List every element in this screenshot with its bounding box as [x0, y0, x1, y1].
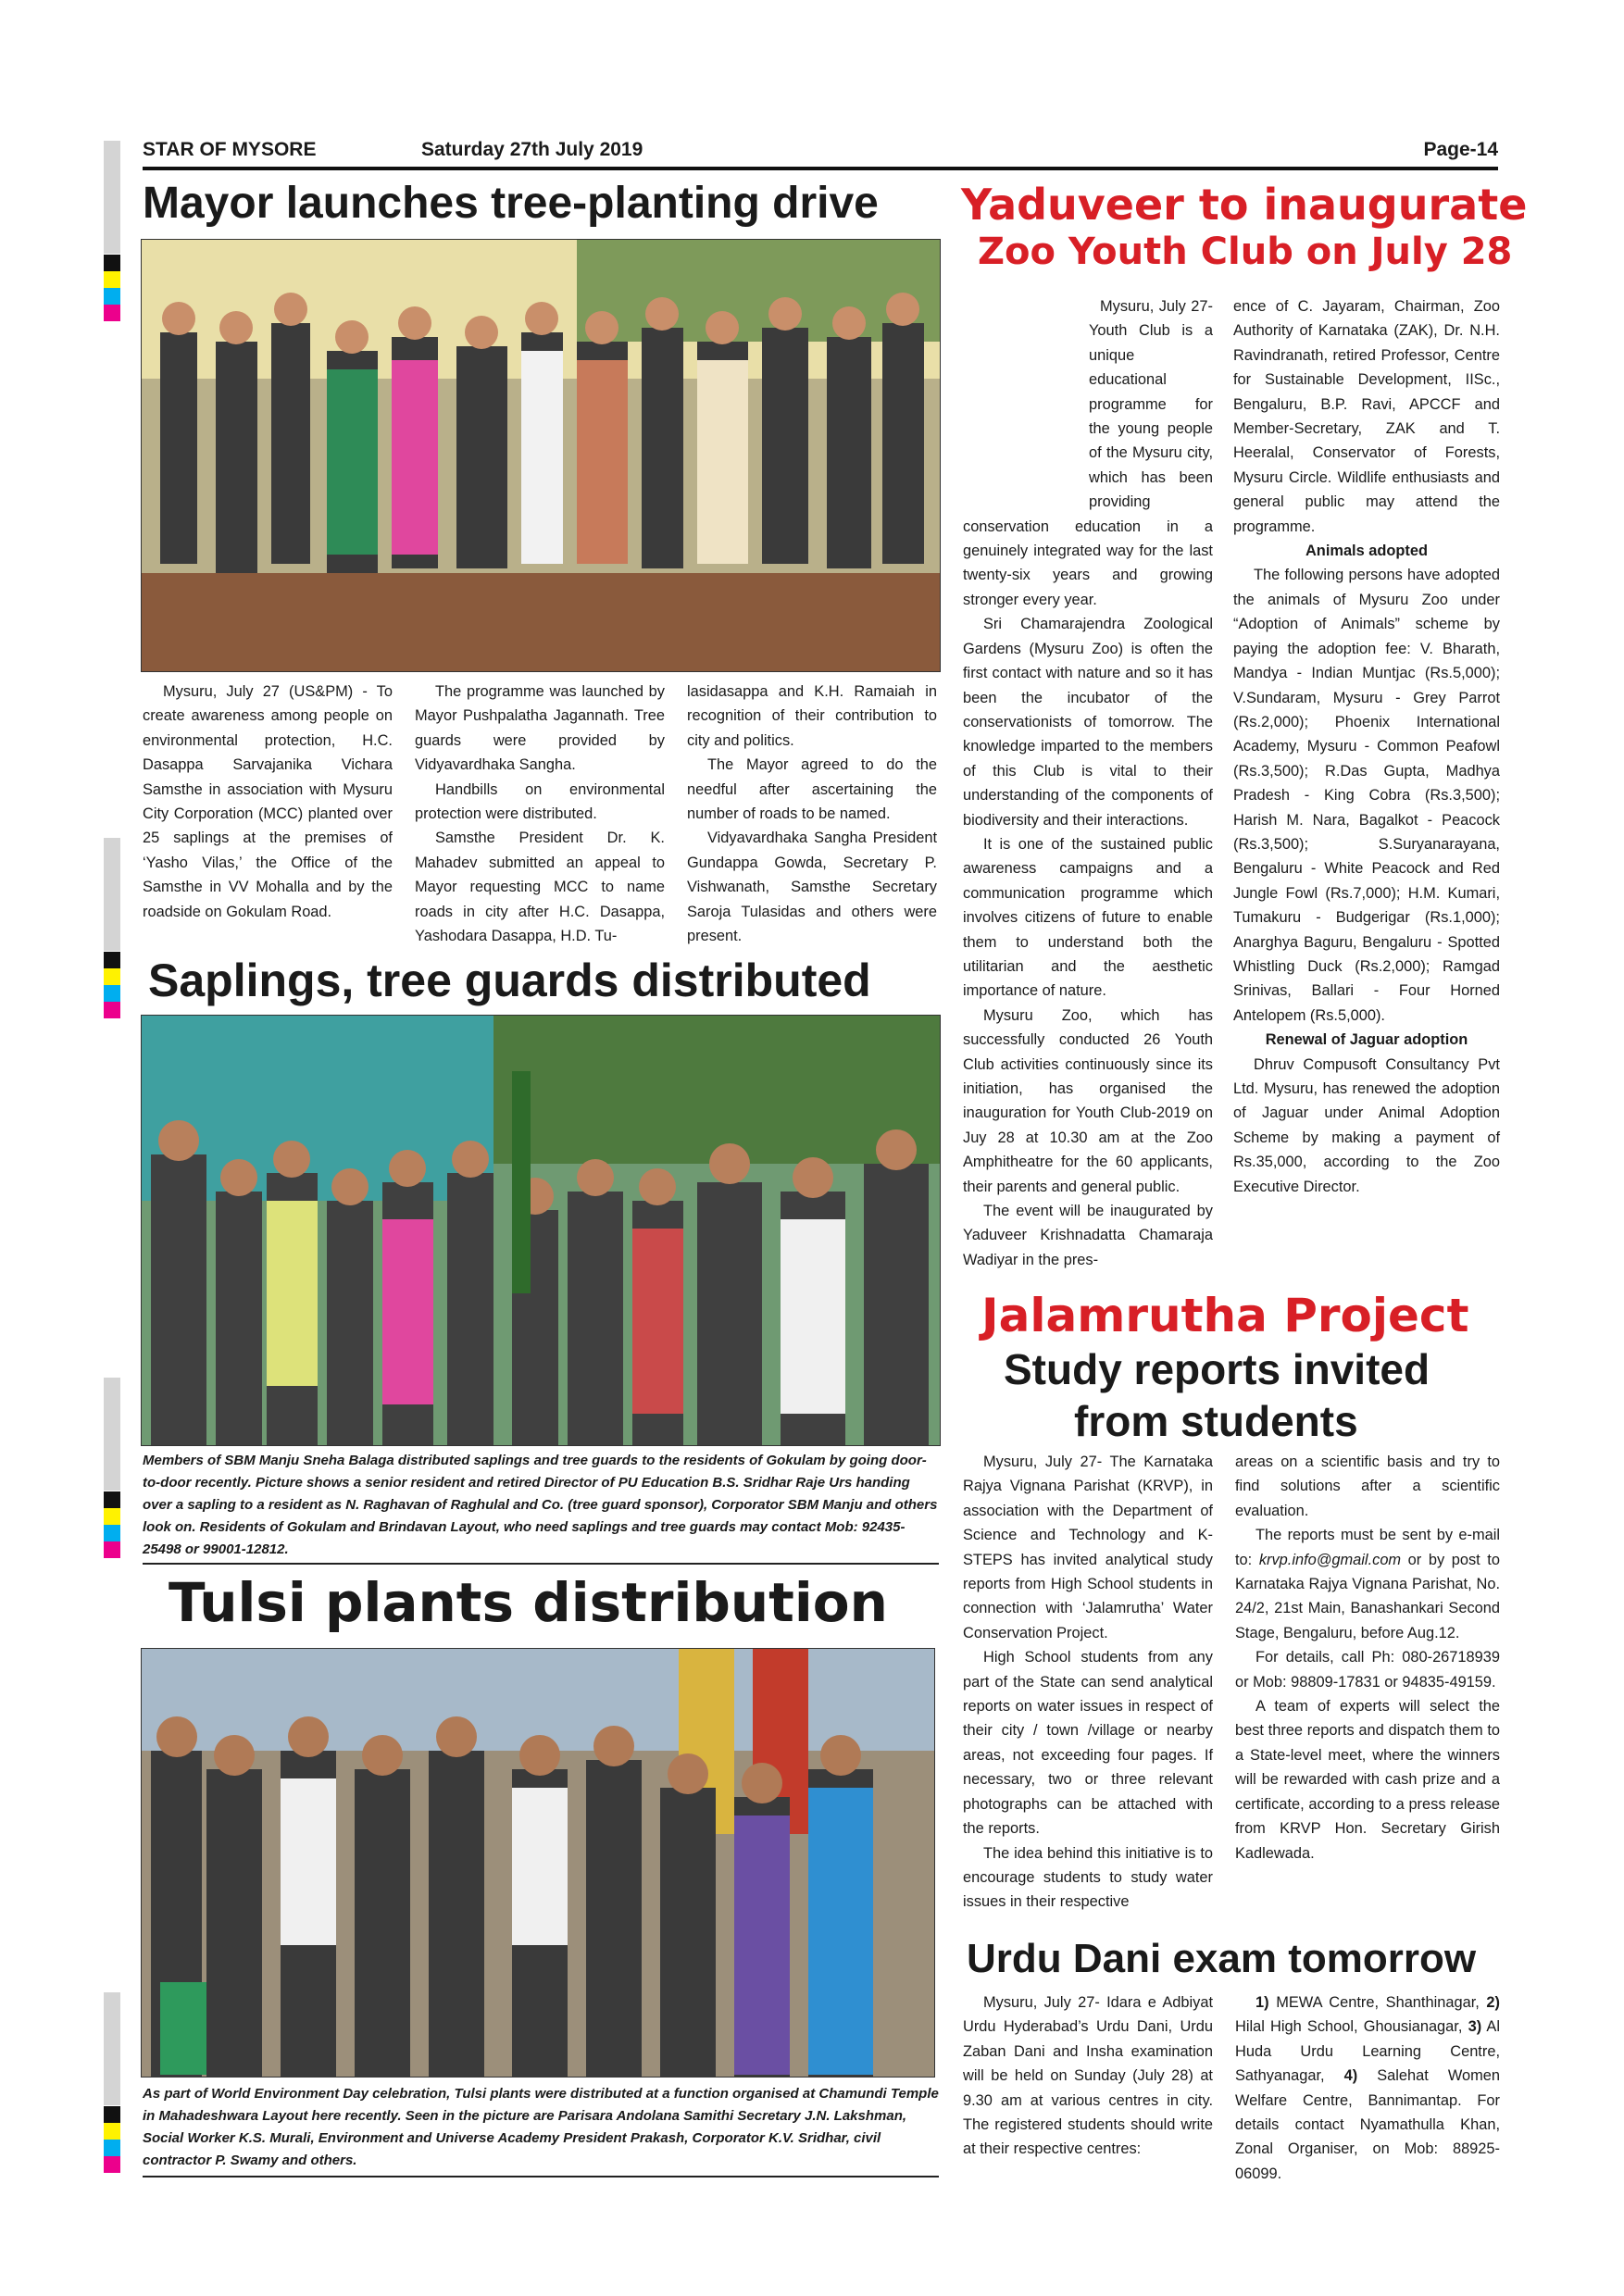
story4-column-2 — [1233, 294, 1500, 1199]
story4-column-1-body — [963, 294, 1213, 1272]
issue-date: Saturday 27th July 2019 — [421, 139, 643, 160]
story5-body: areas on a scientific basis and try to find solutions after a scientific evaluation. — [1235, 1454, 1500, 1519]
header-rule — [143, 167, 1498, 170]
story4-body: Mysuru Zoo, which has successfully conducted 26 Youth Club activities continuously since its initiation, has organised the inauguration for Youth Club-2019 on Juy 28 at 10.30 am at the Zoo Amphitheatre for the 60 applicants, their parents and general public. — [963, 1006, 1213, 1195]
story4-body: The event will be inaugurated by Yaduveer Krishnadatta Chamaraja Wadiyar in the pres- — [963, 1203, 1213, 1268]
story4-headline: Yaduveer to inaugurate — [961, 180, 1528, 230]
group-photo-icon — [142, 240, 940, 671]
margin-grey-bar — [104, 1378, 120, 1491]
story1-body: The Mayor agreed to do the needful after ascertaining the number of roads to be named. — [687, 756, 937, 823]
story5-body — [1235, 1523, 1500, 1645]
story5-kicker: Jalamrutha Project — [981, 1289, 1469, 1342]
story1-column-3 — [687, 680, 937, 948]
story4-body: It is one of the sustained public awareness campaigns and a communication programme which involves citizens of future to enable them to understand both the utilitarian and the aesthetic importance of nature. — [963, 835, 1213, 1000]
centre-text: Al Huda Urdu Learning Centre, Sathyanagar, — [1235, 2018, 1500, 2085]
story4-body: The following persons have adopted the animals of Mysuru Zoo under “Adoption of Animals” scheme by paying the adoption fee: V. Bharath, Mandya - Indian Muntjac (Rs.5,000); V.Sundaram, Mysuru - Grey Parrot (Rs.2,000); Phoenix International Academy, Mysuru - Common Peafowl (Rs.3,500); R.Das Gupta, Madhya Pradesh - King Cobra (Rs.3,500); Harish M. Nara, Bagalkot - Peacock (Rs.3,500); S.Suryanarayana, Bengaluru - White Peacock and Red Jungle Fowl (Rs.7,000); H.M. Kumari, Tumakuru - Budgerigar (Rs.1,000); Anarghya Baguru, Bengaluru - Spotted Whistling Duck (Rs.2,000); Ramgad Srinivas, Ballari - Four Horned Antelopem (Rs.5,000). — [1233, 567, 1500, 1024]
story3-caption: As part of World Environment Day celebration, Tulsi plants were distributed at a function organised at Chamundi Temple in Mahadeshwara Layout here recently. Seen in the picture are Parisara Andolana Samithi Secretary J.N. Lakshman, Social Worker K.S. Murali, Environment and Universe Academy President Prakash, Corporator K.V. Sridhar, civil contractor P. Swamy and others. — [143, 2086, 939, 2168]
email-link[interactable]: krvp.info@gmail.com — [1258, 1551, 1402, 1568]
centre-text: Hilal High School, Ghousianagar, — [1235, 2018, 1468, 2036]
story5-headline: Study reports invited — [1004, 1345, 1430, 1393]
margin-grey-bar — [104, 838, 120, 951]
group-photo-icon — [142, 1649, 934, 2077]
story5-column-1 — [963, 1450, 1213, 1915]
story1-body: Handbills on environmental protection were distributed. — [415, 780, 665, 823]
centre-number: 4) — [1343, 2067, 1358, 2085]
page-number: Page-14 — [1423, 139, 1498, 160]
story5-text: The reports must be sent by e-mail to: — [1235, 1527, 1500, 1568]
story6-headline: Urdu Dani exam tomorrow — [967, 1936, 1477, 1981]
story1-photo — [141, 239, 941, 672]
divider — [143, 2176, 939, 2177]
story2-caption: Members of SBM Manju Sneha Balaga distributed saplings and tree guards to the residents of Gokulam by going door-to-door recently. Picture shows a senior resident and retired Director of PU Education B.S. Sridhar Raje Urs handing over a sapling to a resident as N. Raghavan of Raghulal and Co. (tree guard sponsor), Corporator SBM Manju and others look on. Residents of Gokulam and Brindavan Layout, who need saplings and tree guards may contact Mob: 92435-25498 or 99001-12812. — [143, 1453, 938, 1557]
story5-text: or by post to Karnataka Rajya Vignana Parishat, No. 24/2, 21st Main, Banashankari Second Stage, Bengaluru, before Aug.12. — [1235, 1551, 1500, 1641]
story4-headline-2: Zoo Youth Club on July 28 — [978, 231, 1513, 273]
story5-body: Mysuru, July 27- The Karnataka Rajya Vignana Parishat (KRVP), in association with the Department of Science and Technology and K-STEPS has invited analytical study reports from High School students in connection with ‘Jalamrutha’ Water Conservation Project. — [963, 1454, 1213, 1641]
story1-headline: Mayor launches tree-planting drive — [143, 179, 879, 228]
story1-body: Mysuru, July 27 (US&PM) - To create awareness among people on environmental protection, H.C. Dasappa Sarvajanika Vichara Samsthe in association with Mysuru City Corporation (MCC) planted over 25 saplings at the premises of ‘Yasho Vilas,’ the Office of the Samsthe in VV Mohalla and by the roadside on Gokulam Road. — [143, 683, 393, 920]
story3-photo — [141, 1648, 935, 2078]
color-registration-mark — [104, 952, 120, 1018]
story1-column-1 — [143, 680, 393, 924]
centre-number: 3) — [1468, 2018, 1482, 2036]
story5-body: A team of experts will select the best three reports and dispatch them to a State-level meet, where the winners will be rewarded with cash prize and a certificate, according to a press release from KRVP Hon. Secretary Girish Kadlewada. — [1235, 1698, 1500, 1862]
story1-body: lasidasappa and K.H. Ramaiah in recognition of their contribution to city and politics. — [687, 683, 937, 749]
story4-body: Dhruv Compusoft Consultancy Pvt Ltd. Mysuru, has renewed the adoption of Jaguar under Animal Adoption Scheme by making a payment of Rs.35,000, according to the Zoo Executive Director. — [1233, 1055, 1500, 1195]
margin-grey-bar — [104, 1992, 120, 2105]
story4-subhead: Animals adopted — [1305, 543, 1429, 560]
story1-column-2 — [415, 680, 665, 948]
centre-text: MEWA Centre, Shanthinagar, — [1268, 1994, 1487, 2011]
group-photo-icon — [142, 1016, 940, 1445]
story2-photo — [141, 1015, 941, 1446]
story6-column-2 — [1235, 1990, 1500, 2186]
story5-body: The idea behind this initiative is to encourage students to study water issues in their respective — [963, 1844, 1213, 1911]
story1-body: Samsthe President Dr. K. Mahadev submitted an appeal to Mayor requesting MCC to name roads in city after H.C. Dasappa, Yashodara Dasappa, H.D. Tu- — [415, 830, 665, 945]
centre-number: 1) — [1255, 1994, 1269, 2011]
color-registration-mark — [104, 2106, 120, 2173]
centre-number: 2) — [1486, 1994, 1500, 2011]
margin-grey-bar — [104, 141, 120, 254]
story3-headline: Tulsi plants distribution — [169, 1571, 888, 1634]
story6-body — [1235, 1990, 1500, 2186]
color-registration-mark — [104, 255, 120, 321]
story1-body: Vidyavardhaka Sangha President Gundappa Gowda, Secretary P. Vishwanath, Samsthe Secretary Saroja Tulasidas and others were present. — [687, 830, 937, 945]
centre-text: Salehat Women Welfare Centre, Bannimantap. For details contact Nyamathulla Khan, Zonal Organiser, on Mob: 88925-06099. — [1235, 2067, 1501, 2182]
story4-body: Sri Chamarajendra Zoological Gardens (Mysuru Zoo) is often the first contact with nature and so it has been the incubator of the conservationists of tomorrow. The knowledge imparted to the members of this Club is vital to their understanding of the components of biodiversity and their interactions. — [963, 616, 1213, 829]
story5-body: For details, call Ph: 080-26718939 or Mob: 98809-17831 or 94835-49159. — [1235, 1649, 1500, 1691]
story6-body: Mysuru, July 27- Idara e Adbiyat Urdu Hyderabad’s Urdu Dani, Urdu Zaban Dani and Insha examination will be held on Sunday (July 28) at 9.30 am at various centres in city. The registered students should write at their respective centres: — [963, 1994, 1213, 2158]
story2-headline: Saplings, tree guards distributed — [148, 955, 871, 1006]
color-registration-mark — [104, 1491, 120, 1558]
mug-spacer — [963, 294, 1089, 491]
story5-headline-2: from students — [1074, 1397, 1358, 1445]
story5-column-2 — [1235, 1450, 1500, 1866]
story5-body: High School students from any part of the State can send analytical reports on water issues in respect of their city / town /village or nearby areas, not exceeding four pages. If necessary, two or three relevant photographs can be attached with the reports. — [963, 1649, 1213, 1838]
divider — [143, 1563, 939, 1565]
story6-column-1 — [963, 1990, 1213, 2162]
story4-subhead: Renewal of Jaguar adoption — [1265, 1031, 1468, 1049]
story4-body: ence of C. Jayaram, Chairman, Zoo Authority of Karnataka (ZAK), Dr. N.H. Ravindranath, retired Professor, Centre for Sustainable Development, IISc., Bengaluru, B.P. Ravi, APCCF and Member-Secretary, ZAK and T. Heeralal, Conservator of Forests, Mysuru Circle. Wildlife enthusiasts and general public may attend the programme. — [1233, 298, 1500, 535]
story4-body: Mysuru, July 27-Youth Club is a unique educational programme for the young people of the Mysuru city, which has been providing conservation education in a genuinely integrated way for the last twenty-six years and growing stronger every year. — [963, 298, 1213, 608]
paper-name: STAR OF MYSORE — [143, 139, 317, 160]
story1-body: The programme was launched by Mayor Pushpalatha Jagannath. Tree guards were provided by Vidyavardhaka Sangha. — [415, 683, 665, 774]
